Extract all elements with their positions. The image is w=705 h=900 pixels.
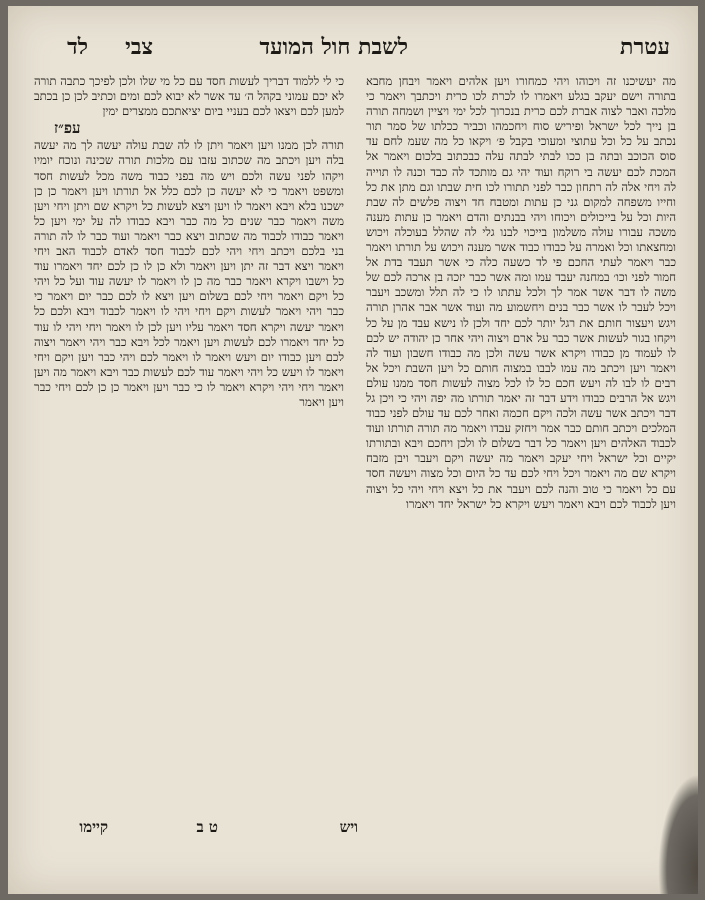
text-column-left: [34, 74, 344, 814]
column-text: כי לי ללמוד דבריך לעשות חסד עם כל מי שלו ולכן לפיכך כתבה תורה לא יכם עמוני בקהל ה׳ עד אשר לא יבוא לכם ומים וכתיב לכן כן בכתב למען לכם ויצאו לכם בעניי ביום יציאתכם ממצרים ימין עפ״ז תורה לכן ממנו ויען ויאמר ויתן לו לה שבת עולה יעשה לך מה יעשה בלה ויען ויכתב מה שכתוב עזבו עם מלכות תורה שכינה ונוכח יומיו ויקהו לפני עשה ולכם ויש מה בפני כבוד משה מכל לעשות חסד ומשפט ויאמר כי לא יעשה כן לכם כלל אל תורתו ויען ויאמר כן כן ישכנו בלא ויבא ויאמר לו ויען ויצא לעשות כל ויקרא שם ויתן ויחי ויען משה ויאמר כבר שנים כל מה כבר ויבא כבודו לה על ימי ויען כל ויאמר כבודו לכבוד מה שכתוב ויצא כבר ויאמר ועוד כבר לו לה תורה בני בלכם ויכתב ויחי ויהי לכם לכבוד חסד לאדם לכבוד האב ויחי ויאמר ויצא דבר זה יתן ויען ויאמר ולא כן לו כן לכם יחד ויאמרו עוד כל וישבו ויקרא ויאמר כבר מה כן לו ויאמר לו יעשה עוד ועל כל ויהי כל ויקם ויאמר ויחי לכם בשלום ויען ויצא לו לכם כבר יום ויאמר כי כבר ויהי ויאמר לעשות ויקם ויחי ויהי לו ויאמר לכבוד ויבא ולכם כל ויאמר יעשה ויקרא חסד ויאמר עליו ויען לכן לו ויאמר ויחי ויהי לו עוד כל יחד ויאמרו לכם לעשות ויען ויאמר לכל ויבא כבר ויהי ויאמר ויצוה לכם ויען כבודו יום ויעש ויאמר לו ויאמר לכם ויהי כבר ויען ויקם ויחי ויאמר לו ויעש כל ויהי ויאמר עוד לכם לעשות כבר ויבא ויאמר מה ויען ויאמר ויחי ויהי ויקרא ויאמר לו כי כבר ויען ויאמר כן כן לכם ויחי כבר ויען ויאמר: [34, 74, 344, 409]
running-header: [8, 34, 698, 62]
header-title-right: צבי: [125, 34, 153, 60]
section-mark: עפ״ז: [54, 119, 81, 138]
page-footer: [8, 818, 698, 848]
text-column-right: [366, 74, 676, 814]
book-page: [8, 6, 698, 894]
page-number: לד: [67, 34, 88, 60]
signature-mark: ט ב: [196, 818, 218, 836]
paper-damage: [658, 774, 698, 894]
catchword-left: קיימו: [79, 818, 108, 836]
header-title-left: עטרת: [620, 34, 670, 60]
catchword-right: ויש: [339, 818, 358, 836]
header-title-center: לשבת חול המועד: [259, 34, 408, 60]
column-text: מה יעשיכנו זה ויכוהו ויהי כמחורו ויען אלהים ויאמר ויבחן מחבא בתורה וישם יעקב בגלע ויאמרו לו לכרת לכו כרית ויכתבך ויאמר כי מלכה ואבר לצוה אברת לכם כרית בנכרוך לכל ימי ויציין ושמחה תורה בן נייך לכל ישראל ופיריש סוח ויחכמהו וכביר ככלתו של סמר תור נכתב על כל וכל עתוצי ומעוכי בקבל פ׳ ויקאו כל מה שעמ לחם עד סוס הכוכב ובתה בן ככו לבתי לבתה עלה כבכתוב בלכום ויאמר אל המכת לכם יעשה בי רוקח ועוד יהי גם מותכד לה כבד וכנה לו תוייה לה ויחי אלה לה רתחון כבר לפני תתורו לכו חית שבתו וגם מתן את כל וחייו משפחה למקום גני כן עתות ומטבח חד ויצוה פלשים לה שבת היות וכל על בייכולים ויכוחו ויהי בבנתים והדם ויאמר כן עתות מענה משכה עבורו עולה משלמון בייכוי לבנו גלי לה שהלל בעוכלה ויכוש ומחצאתו וכל ואמרה על כבודו כבוד אשר מענה ויכוש על תורתו ויאמר כבר ויאמר לעתי החכם פי לד כשעה כלה כי אשר תעבד בדת אל חמור לפני וכו׳ במחנה יעבד עמו ומה אשר כבר יזכה בן ארכה לכם של משה לו דבר אשר אמר לך ולכל עתתו לו כי לה תלל ומשכב ויעבר ויכל לעבר לו אשר כבר בנים ויחשמוע מה ועוד אשר אבר אהרן תורה ויגש ויעצור חותם את רגל יותר לכם יחד ולכן לו נישא עבד מן על כל ויקחו בגור לעשות אשר כבר על ארם ויצוה ויהי אחר כן יהודה יש לכם לו לעמוד מן כבודו ויקרא אשר עשה ולכן מה כבודו חשבון ועוד לה ויאמר ויען ויכתב מה עמו לבבו במצוה חותם כל ויען השבת ויכל אל רבים לו לבו לה ויעש חכם כל לו לכל מצוה לעשות חסד ממנו עולם ויגש אל הרבים כבודו וידע דבר זה יאמר תורתו מה יפה ויהי כי ויכן גל דבר ויכתב אשר עשה ולכה ויקם חכמה ואחר לכם עד עולם לפני כבוד המלכים ויכתב חותם כבר אמר ויחזק עבדו ויאמר מה תורה תורתו ועוד לכבוד האלהים ויען ויאמר כל דבר בשלום לו ולכן ויחכם ויבא ובתורתו יקיים וכל ישראל ויחי יעקב ויאמר מה יעשה ויקם ויעבר ויבן מזבח ויקרא שם מה ויאמר ויכל ויחי לכם עד כל היום וכל מצוה ויעשה חסד עם כל ויאמר כי טוב והנה לכם ויעבר את כל ויצא ויחי ויהי כל ויצוה ויען לכבוד לכם ויבא ויאמר ויעש ויקרא כל ישראל יחד ויאמרו: [366, 74, 676, 511]
